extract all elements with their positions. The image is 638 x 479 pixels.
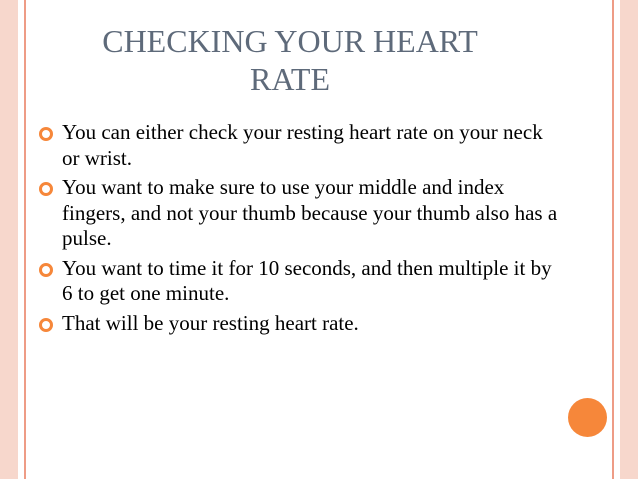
right-border-line [612,0,614,479]
slide-title [60,22,520,98]
bullet-circle-icon [39,263,53,277]
bullet-text: You want to make sure to use your middle and index fingers, and not your thumb because your thumb also has a pulse. [62,175,558,250]
bullet-item [38,175,558,252]
bullet-item [38,120,558,171]
bullet-text: You can either check your resting heart rate on your neck or wrist. [62,120,543,170]
bullet-circle-icon [39,318,53,332]
bullet-circle-icon [39,127,53,141]
left-border-line [24,0,26,479]
bullet-circle-icon [39,182,53,196]
orange-circle-icon [568,398,607,437]
right-border-band [620,0,638,479]
title-line-1: CHECKING YOUR HEART [102,23,478,59]
bullet-item [38,256,558,307]
bullet-list [38,120,558,340]
bullet-text: You want to time it for 10 seconds, and then multiple it by 6 to get one minute. [62,255,552,305]
bullet-text: That will be your resting heart rate. [62,310,359,335]
title-line-2: RATE [250,61,330,97]
bullet-item [38,311,558,337]
left-border-band [0,0,18,479]
